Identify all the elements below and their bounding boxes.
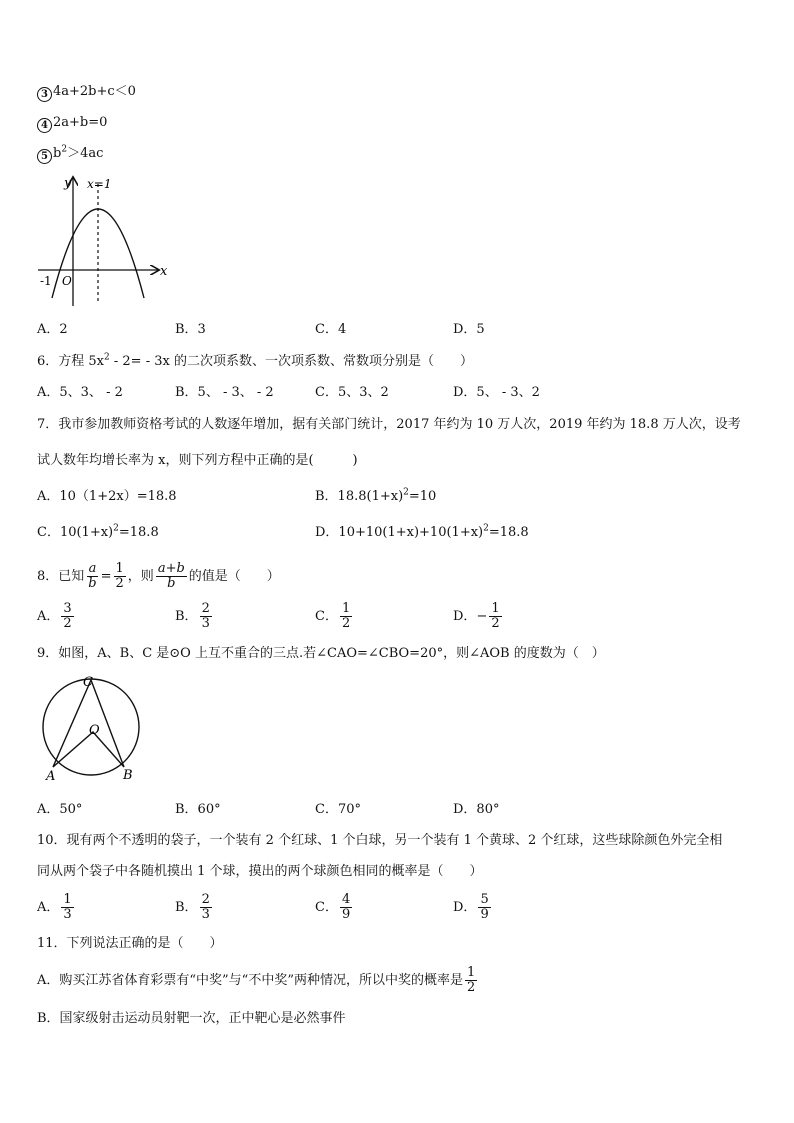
- q9-option-c[interactable]: C．70°: [315, 802, 361, 817]
- q7-option-d-pre: D．10+10(1+x)+10(1+x): [315, 525, 484, 540]
- circled-number-3: 3: [37, 87, 52, 102]
- circle-figure: [36, 672, 148, 788]
- q11-a-num: 1: [466, 965, 476, 980]
- q11-option-a-fraction: [465, 966, 477, 995]
- q8-d-num: 1: [491, 601, 500, 616]
- q6-option-d[interactable]: D．5、 - 3、2: [453, 385, 540, 400]
- graph-neg1-label: -1: [40, 274, 52, 288]
- q10-stem-line2: 同从两个袋子中各随机摸出 1 个球，摸出的两个球颜色相同的概率是（ ）: [37, 864, 483, 879]
- q8-fraction-one-half: [114, 562, 126, 591]
- q9-option-d[interactable]: D．80°: [453, 802, 500, 817]
- q10-a-num: 1: [63, 892, 72, 907]
- q7-option-c-sup: 2: [113, 523, 119, 534]
- q10-option-d[interactable]: [453, 891, 493, 925]
- q8-lead: 8．已知: [37, 569, 85, 584]
- q8-option-d-label: D．: [453, 609, 477, 624]
- statement-3: [37, 84, 136, 102]
- q7-option-d-sup: 2: [483, 523, 489, 534]
- q8-option-b-fraction: [200, 602, 212, 631]
- statement-3-text: 4a+2b+c＜0: [53, 84, 136, 99]
- q7-option-a[interactable]: A．10（1+2x）=18.8: [37, 489, 177, 504]
- q10-option-a-label: A．: [37, 900, 60, 915]
- q8-f3-num: a+b: [157, 561, 185, 576]
- q8-f1-num: a: [88, 561, 97, 576]
- q6-option-a[interactable]: A．5、3、 - 2: [37, 385, 123, 400]
- q7-stem-line1: 7．我市参加教师资格考试的人数逐年增加，据有关部门统计，2017 年约为 10 万人次，2019 年约为 18.8 万人次，设考: [37, 417, 741, 432]
- q8-option-b-label: B．: [175, 609, 198, 624]
- q7-option-b-post: =10: [408, 489, 437, 504]
- q5-option-b[interactable]: B．3: [175, 322, 206, 337]
- q6-stem: [37, 354, 473, 370]
- q10-b-den: 3: [201, 907, 210, 922]
- q10-option-c-fraction: [340, 893, 352, 922]
- q8-equals: =: [100, 569, 112, 584]
- q10-b-num: 2: [201, 892, 210, 907]
- q10-a-den: 3: [63, 907, 72, 922]
- statement-5: [37, 146, 103, 164]
- q8-d-den: 2: [491, 616, 500, 631]
- graph-axis-label: x=1: [87, 177, 112, 191]
- q8-a-num: 3: [63, 601, 72, 616]
- q7-stem-line2: 试人数年均增长率为 x，则下列方程中正确的是( ): [37, 453, 358, 468]
- q5-option-d[interactable]: D．5: [453, 322, 485, 337]
- q8-option-c-fraction: [340, 602, 352, 631]
- graph-x-label: x: [160, 264, 168, 279]
- q11-option-b[interactable]: B．国家级射击运动员射靶一次，正中靶心是必然事件: [37, 1011, 346, 1026]
- q8-option-a[interactable]: [37, 600, 76, 634]
- label-a: A: [46, 769, 56, 784]
- q10-option-b-fraction: [200, 893, 212, 922]
- q8-f2-den: 2: [115, 576, 124, 591]
- q8-c-num: 1: [341, 601, 351, 616]
- q6-stem-sup: 2: [104, 352, 110, 363]
- q6-option-c[interactable]: C．5、3、2: [315, 385, 389, 400]
- q10-option-d-label: D．: [453, 900, 477, 915]
- statement-4: [37, 115, 107, 133]
- q11-option-a[interactable]: [37, 964, 479, 998]
- graph-y-label: y: [64, 176, 72, 191]
- q11-option-a-text: A．购买江苏省体育彩票有“中奖”与“不中奖”两种情况，所以中奖的概率是: [37, 973, 463, 988]
- q8-option-d[interactable]: [453, 600, 504, 634]
- q7-option-b-pre: B．18.8(1+x): [315, 489, 404, 504]
- q8-f1-den: b: [88, 576, 97, 591]
- q10-option-c[interactable]: [315, 891, 354, 925]
- q6-stem-post: - 2= - 3x 的二次项系数、一次项系数、常数项分别是（ ）: [109, 354, 473, 369]
- q10-option-a-fraction: [61, 893, 73, 922]
- q8-option-a-label: A．: [37, 609, 60, 624]
- circled-number-5: 5: [37, 149, 52, 164]
- q7-option-b[interactable]: [315, 489, 436, 505]
- q8-option-a-fraction: [61, 602, 73, 631]
- q10-option-a[interactable]: [37, 891, 76, 925]
- q10-c-num: 4: [341, 892, 351, 907]
- q9-stem: 9．如图，A、B、C 是⊙O 上互不重合的三点.若∠CAO=∠CBO=20°，则∠AOB 的度数为（ ）: [37, 646, 605, 661]
- label-o: O: [89, 723, 100, 738]
- statement-5-pre: b: [53, 146, 62, 161]
- q8-a-den: 2: [63, 616, 72, 631]
- graph-origin-label: O: [62, 274, 72, 288]
- q7-option-c-post: =18.8: [118, 525, 159, 540]
- circled-number-4: 4: [37, 118, 52, 133]
- q10-c-den: 9: [341, 907, 351, 922]
- q8-option-d-sign: −: [476, 609, 488, 624]
- statement-4-text: 2a+b=0: [53, 115, 108, 130]
- q8-f3-den: b: [167, 576, 176, 591]
- q8-option-c[interactable]: [315, 600, 354, 634]
- q8-fraction-a-b: [86, 562, 98, 591]
- q8-option-c-label: C．: [315, 609, 338, 624]
- q8-option-d-fraction: [489, 602, 501, 631]
- parabola-graph: [30, 172, 175, 310]
- q7-option-c[interactable]: [37, 525, 159, 541]
- q10-option-b[interactable]: [175, 891, 214, 925]
- q8-mid: ，则: [127, 569, 154, 584]
- q8-stem: [37, 560, 280, 594]
- q11-a-den: 2: [466, 980, 476, 995]
- q8-tail: 的值是（ ）: [188, 569, 280, 584]
- q8-option-b[interactable]: [175, 600, 214, 634]
- q10-option-b-label: B．: [175, 900, 198, 915]
- q9-option-a[interactable]: A．50°: [37, 802, 83, 817]
- q10-d-den: 9: [480, 907, 489, 922]
- q9-option-b[interactable]: B．60°: [175, 802, 221, 817]
- q6-stem-pre: 6．方程 5x: [37, 354, 105, 369]
- q8-f2-num: 1: [115, 561, 124, 576]
- q5-option-c[interactable]: C．4: [315, 322, 347, 337]
- q8-c-den: 2: [341, 616, 351, 631]
- label-b: B: [123, 768, 133, 783]
- q7-option-b-sup: 2: [403, 487, 409, 498]
- q7-option-d[interactable]: [315, 525, 529, 541]
- q8-fraction-a-plus-b-over-b: [156, 562, 187, 591]
- q11-stem: 11．下列说法正确的是（ ）: [37, 936, 223, 951]
- q8-b-num: 2: [201, 601, 210, 616]
- statement-5-sup: 2: [61, 144, 68, 155]
- q10-option-c-label: C．: [315, 900, 338, 915]
- q8-b-den: 3: [201, 616, 210, 631]
- q6-option-b[interactable]: B．5、 - 3、 - 2: [175, 385, 274, 400]
- q10-d-num: 5: [480, 892, 489, 907]
- statement-5-post: ＞4ac: [67, 146, 104, 161]
- q10-option-d-fraction: [478, 893, 490, 922]
- label-c: C: [83, 675, 93, 690]
- q5-option-a[interactable]: A．2: [37, 322, 68, 337]
- q7-option-c-pre: C．10(1+x): [37, 525, 114, 540]
- q10-stem-line1: 10．现有两个不透明的袋子，一个装有 2 个红球、1 个白球，另一个装有 1 个黄球、2 个红球，这些球除颜色外完全相: [37, 833, 723, 848]
- q7-option-d-post: =18.8: [488, 525, 529, 540]
